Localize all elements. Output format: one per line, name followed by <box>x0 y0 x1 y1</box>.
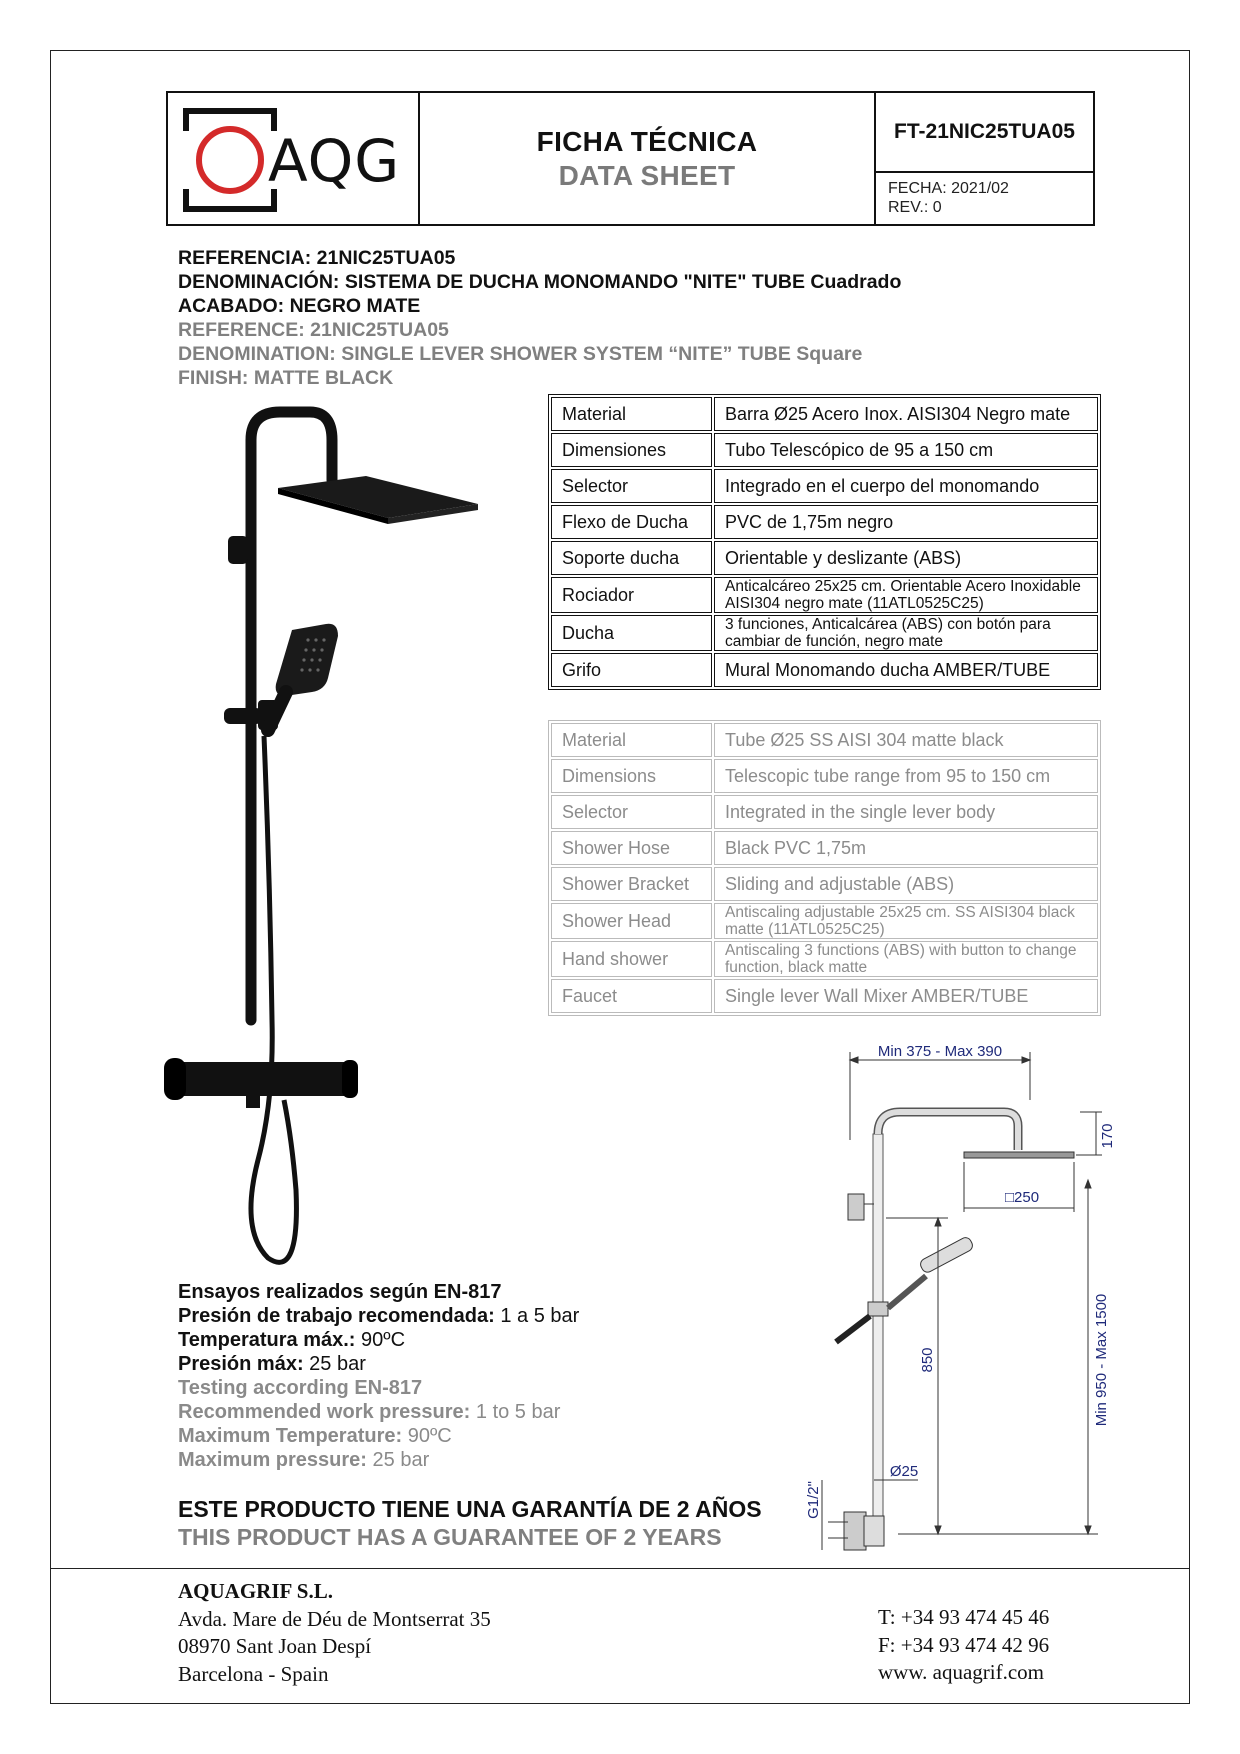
spec-key: Selector <box>551 795 712 829</box>
label: Maximum pressure: <box>178 1449 367 1471</box>
spec-key: Material <box>551 723 712 757</box>
spec-value: PVC de 1,75m negro <box>714 505 1098 539</box>
label: Temperatura máx.: <box>178 1329 356 1351</box>
dim-head-size: □250 <box>1004 1189 1040 1206</box>
finish-en: FINISH: MATTE BLACK <box>178 367 394 389</box>
value: 1 to 5 bar <box>475 1401 561 1423</box>
technical-drawing <box>805 1040 1138 1560</box>
test-title-en-text: Testing according EN-817 <box>178 1377 423 1399</box>
dim-overall-height: Min 950 - Max 1500 <box>1093 1293 1110 1427</box>
spec-value: Antiscaling 3 functions (ABS) with button to change function, black matte <box>714 941 1098 977</box>
reference-es: REFERENCIA: 21NIC25TUA05 <box>178 247 456 269</box>
table-row <box>551 867 1098 901</box>
title-cell <box>420 93 876 224</box>
reference-en: REFERENCE: 21NIC25TUA05 <box>178 319 449 341</box>
spec-key: Ducha <box>551 615 712 651</box>
label: Presión máx: <box>178 1353 304 1375</box>
spec-value: Single lever Wall Mixer AMBER/TUBE <box>714 979 1098 1013</box>
guarantee-es: ESTE PRODUCTO TIENE UNA GARANTÍA DE 2 AÑOS <box>178 1496 762 1522</box>
value: 25 bar <box>309 1353 366 1375</box>
spec-key: Shower Hose <box>551 831 712 865</box>
value: 25 bar <box>372 1449 430 1471</box>
spec-table-es <box>548 394 1101 690</box>
table-row <box>551 505 1098 539</box>
test-title-en <box>178 1376 579 1400</box>
spec-key: Dimensiones <box>551 433 712 467</box>
spec-value: Telescopic tube range from 95 to 150 cm <box>714 759 1098 793</box>
spec-key: Flexo de Ducha <box>551 505 712 539</box>
finish-es: ACABADO: NEGRO MATE <box>178 295 421 317</box>
value: 90ºC <box>407 1425 452 1447</box>
label: Maximum Temperature: <box>178 1425 403 1447</box>
spec-key: Shower Head <box>551 903 712 939</box>
logo-mark-icon <box>180 105 280 215</box>
logo-text: AQG <box>268 127 401 195</box>
denomination-es: DENOMINACIÓN: SISTEMA DE DUCHA MONOMANDO "NITE" TUBE Cuadrado <box>178 271 902 293</box>
address-line-3: Barcelona - Spain <box>178 1661 329 1686</box>
spec-key: Dimensions <box>551 759 712 793</box>
tests-block <box>178 1280 579 1472</box>
spec-key: Material <box>551 397 712 431</box>
doc-date: FECHA: 2021/02 <box>888 180 1009 197</box>
guarantee-en: THIS PRODUCT HAS A GUARANTEE OF 2 YEARS <box>178 1524 722 1550</box>
test-maxp-es <box>178 1352 579 1376</box>
spec-key: Faucet <box>551 979 712 1013</box>
test-maxp-en <box>178 1448 579 1472</box>
spec-key: Selector <box>551 469 712 503</box>
value: 90ºC <box>361 1329 406 1351</box>
label: Recommended work pressure: <box>178 1401 471 1423</box>
denomination-en: DENOMINATION: SINGLE LEVER SHOWER SYSTEM “NITE” TUBE Square <box>178 343 863 365</box>
spec-key: Rociador <box>551 577 712 613</box>
logo-cell <box>168 93 420 224</box>
spec-key: Hand shower <box>551 941 712 977</box>
spec-value: Barra Ø25 Acero Inox. AISI304 Negro mate <box>714 397 1098 431</box>
spec-value: Integrado en el cuerpo del monomando <box>714 469 1098 503</box>
spec-value: Orientable y deslizante (ABS) <box>714 541 1098 575</box>
spec-value: Integrated in the single lever body <box>714 795 1098 829</box>
spec-value: Mural Monomando ducha AMBER/TUBE <box>714 653 1098 687</box>
table-row <box>551 397 1098 431</box>
spec-key: Grifo <box>551 653 712 687</box>
spec-value: 3 funciones, Anticalcárea (ABS) con botón para cambiar de función, negro mate <box>714 615 1098 651</box>
fax: F: +34 93 474 42 96 <box>878 1632 1050 1657</box>
table-row <box>551 795 1098 829</box>
company-name: AQUAGRIF S.L. <box>178 1579 333 1603</box>
spec-key: Soporte ducha <box>551 541 712 575</box>
table-row <box>551 615 1098 651</box>
table-row <box>551 469 1098 503</box>
dim-mixer-height: 850 <box>919 1347 936 1373</box>
label: Presión de trabajo recomendada: <box>178 1305 495 1327</box>
spec-value: Sliding and adjustable (ABS) <box>714 867 1098 901</box>
test-pressure-es <box>178 1304 579 1328</box>
website-link[interactable]: www. aquagrif.com <box>878 1660 1045 1684</box>
table-row <box>551 903 1098 939</box>
spec-value: Tube Ø25 SS AISI 304 matte black <box>714 723 1098 757</box>
test-pressure-en <box>178 1400 579 1424</box>
table-row <box>551 653 1098 687</box>
test-title-es-text: Ensayos realizados según EN-817 <box>178 1281 502 1303</box>
phone: T: +34 93 474 45 46 <box>878 1605 1050 1629</box>
spec-key: Shower Bracket <box>551 867 712 901</box>
spec-value: Tubo Telescópico de 95 a 150 cm <box>714 433 1098 467</box>
table-row <box>551 433 1098 467</box>
footer-contact <box>878 1604 1049 1687</box>
dim-width: Min 375 - Max 390 <box>877 1043 1003 1060</box>
title-en: DATA SHEET <box>558 159 736 191</box>
footer-address <box>178 1578 491 1688</box>
dim-head-height: 170 <box>1099 1123 1116 1149</box>
dim-thread: G1/2" <box>805 1481 822 1519</box>
document-code: FT-21NIC25TUA05 <box>876 93 1093 173</box>
table-row <box>551 979 1098 1013</box>
spec-value: Antiscaling adjustable 25x25 cm. SS AISI304 black matte (11ATL0525C25) <box>714 903 1098 939</box>
table-row <box>551 577 1098 613</box>
table-row <box>551 941 1098 977</box>
product-shower-image <box>160 400 500 1300</box>
test-title-es <box>178 1280 579 1304</box>
spec-value: Anticalcáreo 25x25 cm. Orientable Acero Inoxidable AISI304 negro mate (11ATL0525C25) <box>714 577 1098 613</box>
address-line-1: Avda. Mare de Déu de Montserrat 35 <box>178 1606 491 1631</box>
table-row <box>551 759 1098 793</box>
test-temp-es <box>178 1328 579 1352</box>
header-box <box>166 91 1095 226</box>
table-row <box>551 723 1098 757</box>
doc-meta <box>888 179 1009 217</box>
title-es: FICHA TÉCNICA <box>536 125 758 157</box>
value: 1 a 5 bar <box>500 1305 580 1327</box>
spec-table-en <box>548 720 1101 1016</box>
footer-divider <box>50 1568 1190 1569</box>
doc-revision: REV.: 0 <box>888 199 942 216</box>
table-row <box>551 831 1098 865</box>
code-cell <box>876 93 1093 224</box>
table-row <box>551 541 1098 575</box>
spec-value: Black PVC 1,75m <box>714 831 1098 865</box>
test-temp-en <box>178 1424 579 1448</box>
dim-tube-diameter: Ø25 <box>889 1463 919 1480</box>
address-line-2: 08970 Sant Joan Despí <box>178 1634 372 1658</box>
